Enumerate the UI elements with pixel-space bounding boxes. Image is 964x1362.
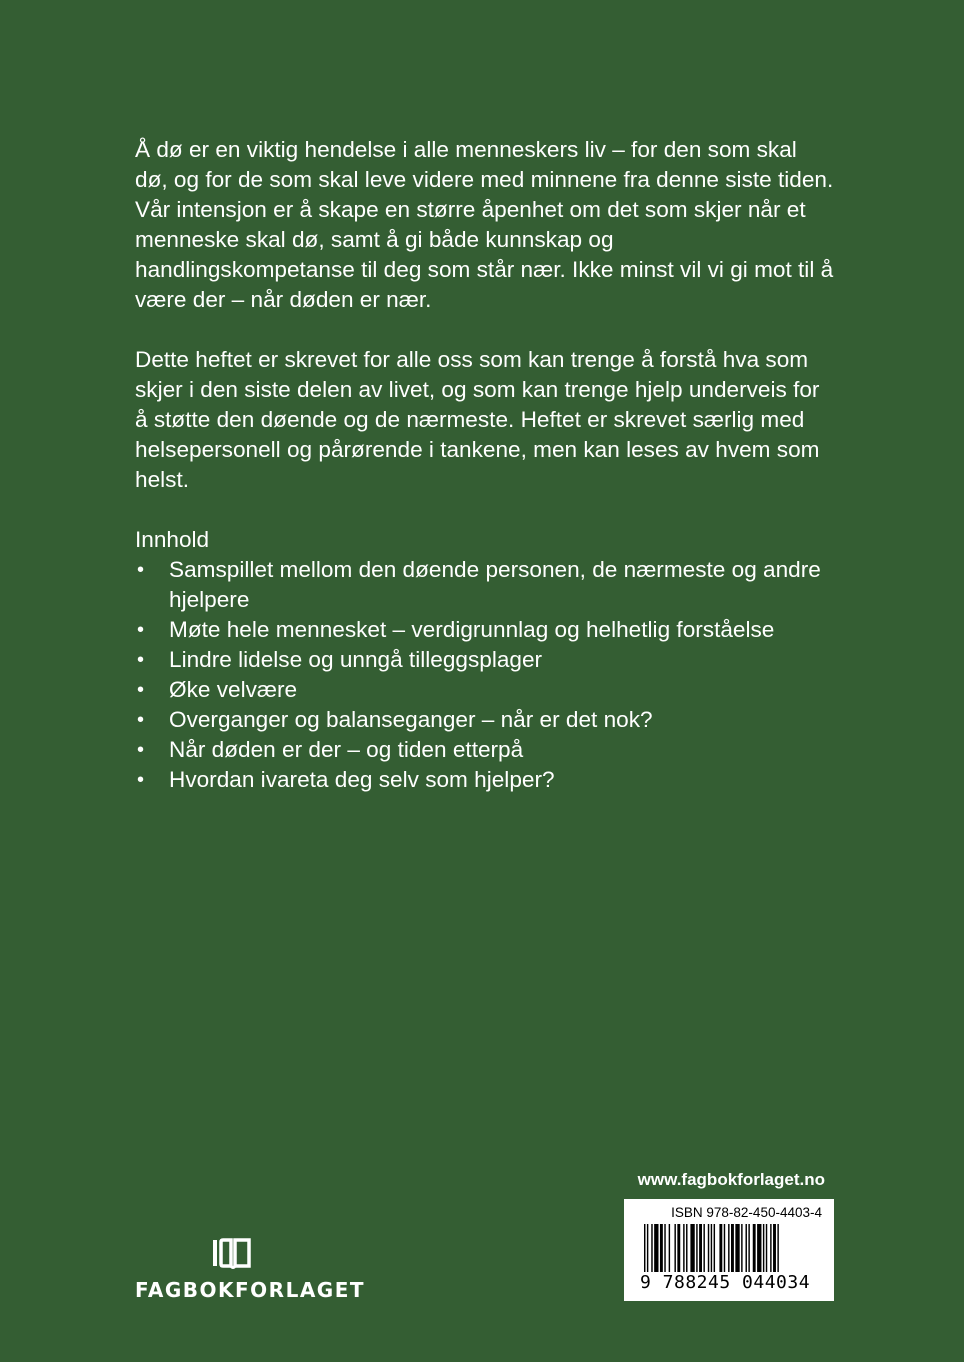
barcode-bar xyxy=(647,1224,648,1272)
barcode-bar xyxy=(686,1224,687,1272)
isbn-label: ISBN 978-82-450-4403-4 xyxy=(671,1205,822,1220)
list-item-label: Møte hele mennesket – verdigrunnlag og helhetlig forståelse xyxy=(169,617,775,642)
barcode-digits: 9 788245 044034 xyxy=(640,1272,811,1293)
list-item-label: Hvordan ivareta deg selv som hjelper? xyxy=(169,767,555,792)
barcode-bar xyxy=(699,1224,702,1272)
back-cover-text xyxy=(135,135,835,795)
barcode-bar xyxy=(674,1224,675,1272)
barcode-bar xyxy=(696,1224,697,1272)
contents-list xyxy=(135,555,835,795)
bullet-icon: • xyxy=(137,769,145,791)
barcode-bar xyxy=(660,1224,663,1272)
barcode-bar xyxy=(763,1224,764,1272)
intro-paragraph: Å dø er en viktig hendelse i alle menneskers liv – for den som skal dø, og for de som skal leve videre med minnene fra denne siste tiden. Vår intensjon er å skape en større åpenhet om det som skjer når et menneske skal dø, samt å gi både kunnskap og handlingskompetanse til deg som står nær. Ikke minst vil vi gi mot til å være der – når døden er nær. xyxy=(135,137,834,312)
list-item-label: Øke velvære xyxy=(169,677,298,702)
barcode-bar xyxy=(777,1224,778,1272)
bullet-icon: • xyxy=(137,679,145,701)
publisher-website: www.fagbokforlaget.no xyxy=(637,1170,825,1189)
barcode-bar xyxy=(703,1224,704,1272)
list-item xyxy=(135,645,835,675)
barcode-bar xyxy=(690,1224,694,1272)
list-item xyxy=(135,705,835,735)
barcode-bar xyxy=(669,1224,670,1272)
barcode-bar xyxy=(741,1224,742,1272)
list-item-label: Samspillet mellom den døende personen, de nærmeste og andre hjelpere xyxy=(169,557,821,612)
barcode-bar xyxy=(651,1224,652,1272)
barcode-bar xyxy=(677,1224,680,1272)
list-item xyxy=(135,555,835,615)
barcode-bar xyxy=(719,1224,722,1272)
list-item-label: Når døden er der – og tiden etterpå xyxy=(169,737,524,762)
list-item xyxy=(135,735,835,765)
isbn-barcode xyxy=(624,1199,834,1301)
barcode-bar xyxy=(773,1224,776,1272)
barcode-bar xyxy=(644,1224,645,1272)
barcode-bars xyxy=(644,1224,816,1274)
barcode-bar xyxy=(770,1224,771,1272)
bullet-icon: • xyxy=(137,709,145,731)
barcode-bar xyxy=(731,1224,734,1272)
second-paragraph: Dette heftet er skrevet for alle oss som kan trenge å forstå hva som skjer i den siste delen av livet, og som kan trenge hjelp underveis for å støtte den døende og de nærmeste. Heftet er skrevet særlig med helsepersonell og pårørende i tankene, men kan leses av hvem som helst. xyxy=(135,347,820,492)
bullet-icon: • xyxy=(137,619,145,641)
publisher-name: FAGBOKFORLAGET xyxy=(135,1278,366,1302)
bullet-icon: • xyxy=(137,559,145,581)
list-item xyxy=(135,765,835,795)
barcode-bar xyxy=(714,1224,715,1272)
barcode-bar xyxy=(757,1224,761,1272)
bullet-icon: • xyxy=(137,649,145,671)
contents-heading: Innhold xyxy=(135,527,210,552)
barcode-bar xyxy=(748,1224,749,1272)
barcode-bar xyxy=(711,1224,712,1272)
list-item xyxy=(135,615,835,645)
list-item xyxy=(135,675,835,705)
barcode-bar xyxy=(766,1224,767,1272)
barcode-bar xyxy=(664,1224,665,1272)
barcode-bar xyxy=(683,1224,684,1272)
list-item-label: Overganger og balanseganger – når er det nok? xyxy=(169,707,653,732)
barcode-bar xyxy=(728,1224,729,1272)
book-icon xyxy=(211,1238,255,1270)
barcode-bar xyxy=(753,1224,756,1272)
barcode-bar xyxy=(735,1224,739,1272)
barcode-bar xyxy=(724,1224,725,1272)
list-item-label: Lindre lidelse og unngå tilleggsplager xyxy=(169,647,543,672)
barcode-bar xyxy=(708,1224,709,1272)
barcode-bar xyxy=(746,1224,747,1272)
barcode-bar xyxy=(654,1224,658,1272)
publisher-logo xyxy=(135,1238,366,1302)
bullet-icon: • xyxy=(137,739,145,761)
